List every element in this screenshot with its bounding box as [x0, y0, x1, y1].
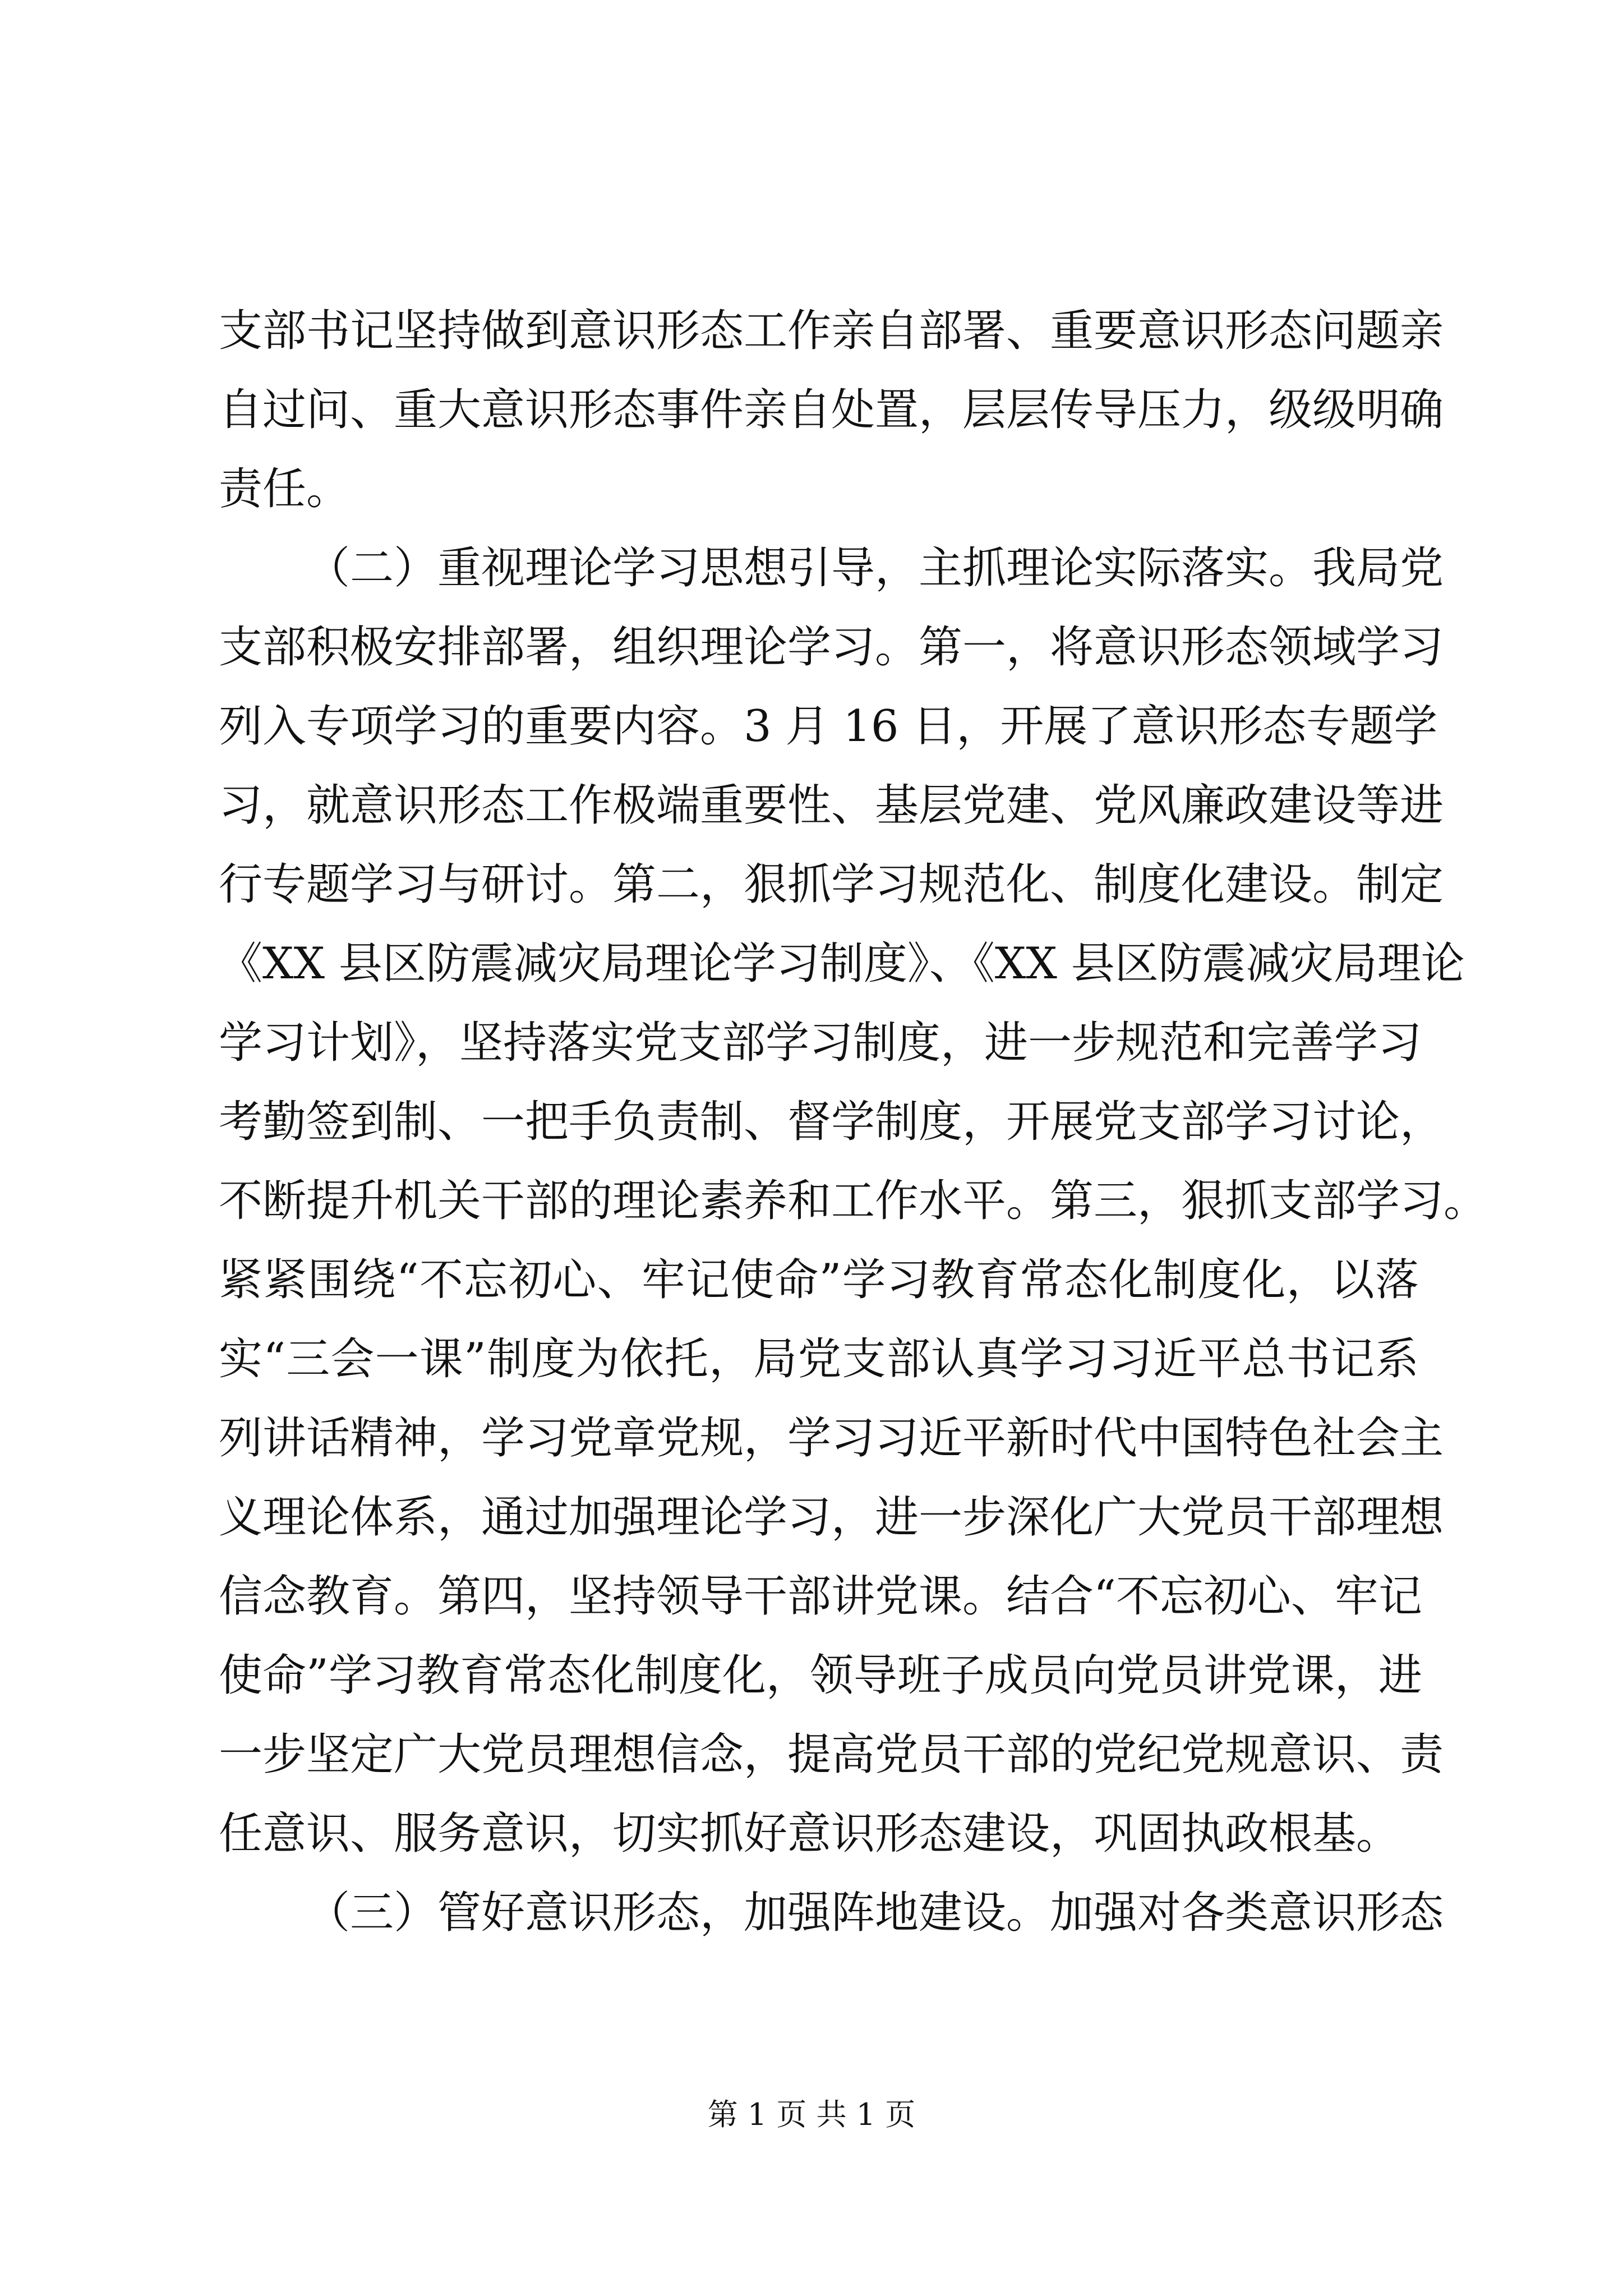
text-line: 不断提升机关干部的理论素养和工作水平。第三，狠抓支部学习。 [219, 1176, 1488, 1226]
text-line: 信念教育。第四，坚持领导干部讲党课。结合“不忘初心、牢记 [219, 1571, 1422, 1622]
text-line: 任意识、服务意识，切实抓好意识形态建设，巩固执政根基。 [219, 1809, 1400, 1859]
text-line: 行专题学习与研讨。第二，狠抓学习规范化、制度化建设。制定 [219, 859, 1444, 910]
document-body [219, 292, 1488, 1953]
paragraph-heading-line: （二）重视理论学习思想引导，主抓理论实际落实。我局党 [306, 543, 1444, 593]
page-footer: 第 1 页 共 1 页 [707, 2097, 916, 2132]
text-line: 实“三会一课”制度为依托，局党支部认真学习习近平总书记系 [219, 1334, 1419, 1384]
paragraph-heading-line: （三）管好意识形态，加强阵地建设。加强对各类意识形态 [306, 1888, 1444, 1938]
text-line: 《XX 县区防震减灾局理论学习制度》、《XX 县区防震减灾局理论 [219, 938, 1465, 989]
text-line: 支部书记坚持做到意识形态工作亲自部署、重要意识形态问题亲 [219, 306, 1444, 356]
text-line: 习，就意识形态工作极端重要性、基层党建、党风廉政建设等进 [219, 780, 1444, 831]
text-line: 考勤签到制、一把手负责制、督学制度，开展党支部学习讨论， [219, 1097, 1444, 1147]
text-line: 义理论体系，通过加强理论学习，进一步深化广大党员干部理想 [219, 1492, 1444, 1543]
text-line: 支部积极安排部署，组织理论学习。第一，将意识形态领域学习 [219, 622, 1444, 673]
text-line: 自过问、重大意识形态事件亲自处置，层层传导压力，级级明确 [219, 385, 1444, 435]
text-line: 学习计划》，坚持落实党支部学习制度，进一步规范和完善学习 [219, 1018, 1422, 1068]
text-line: 列入专项学习的重要内容。3 月 16 日，开展了意识形态专题学 [219, 701, 1438, 752]
text-line: 使命”学习教育常态化制度化，领导班子成员向党员讲党课，进 [219, 1650, 1422, 1701]
text-line: 列讲话精神，学习党章党规，学习习近平新时代中国特色社会主 [219, 1413, 1444, 1464]
text-line: 责任。 [219, 464, 351, 514]
text-line: 紧紧围绕“不忘初心、牢记使命”学习教育常态化制度化，以落 [219, 1255, 1419, 1305]
text-line: 一步坚定广大党员理想信念，提高党员干部的党纪党规意识、责 [219, 1729, 1444, 1780]
